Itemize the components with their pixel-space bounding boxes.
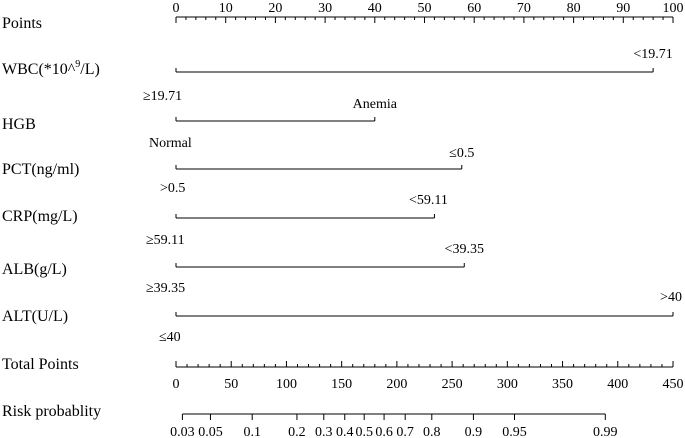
points-tick-label: 80 [566, 1, 581, 16]
variable-level-label: ≥59.11 [146, 233, 185, 248]
variable-level-label: >40 [660, 290, 682, 305]
total-points-tick-label: 400 [607, 377, 629, 392]
risk-tick-label: 0.7 [396, 425, 414, 438]
total-points-tick-label: 300 [496, 377, 518, 392]
variable-row [2, 146, 474, 196]
variable-level-label: Anemia [352, 97, 397, 112]
points-tick-label: 50 [417, 1, 432, 16]
risk-tick-label: 0.6 [375, 425, 393, 438]
points-tick-label: 70 [516, 1, 531, 16]
points-tick-label: 60 [467, 1, 482, 16]
variable-name: ALT(U/L) [2, 308, 69, 325]
risk-tick-label: 0.3 [315, 425, 333, 438]
points-axis-label: Points [2, 15, 43, 32]
points-tick-label: 100 [662, 1, 684, 16]
risk-tick-label: 0.05 [198, 425, 223, 438]
risk-tick-label: 0.95 [502, 425, 527, 438]
variable-level-label: ≥39.35 [146, 281, 186, 296]
variable-row [2, 97, 398, 151]
total-points-tick-label: 200 [386, 377, 408, 392]
points-tick-label: 0 [172, 1, 180, 16]
risk-tick-label: 0.99 [593, 425, 618, 438]
risk-tick-label: 0.5 [355, 425, 373, 438]
variable-name: CRP(mg/L) [2, 208, 78, 225]
points-tick-label: 20 [268, 1, 283, 16]
variable-name: ALB(g/L) [2, 261, 67, 278]
variable-level-label: >0.5 [160, 181, 186, 196]
total-points-axis [2, 356, 684, 392]
risk-tick-label: 0.4 [336, 425, 354, 438]
points-tick-label: 90 [616, 1, 631, 16]
total-points-tick-label: 250 [441, 377, 463, 392]
variable-level-label: <39.35 [444, 242, 484, 257]
variable-row [2, 242, 484, 296]
risk-tick-label: 0.8 [423, 425, 441, 438]
total-points-tick-label: 50 [224, 377, 239, 392]
points-axis [2, 1, 684, 32]
variables [2, 47, 682, 345]
total-points-tick-label: 0 [172, 377, 180, 392]
variable-row [2, 193, 448, 248]
risk-tick-label: 0.9 [464, 425, 483, 438]
variable-level-label: ≥19.71 [143, 89, 183, 104]
variable-level-label: ≤0.5 [449, 146, 475, 161]
total-points-tick-label: 450 [662, 377, 684, 392]
total-points-tick-label: 100 [275, 377, 297, 392]
variable-level-label: ≤40 [159, 330, 181, 345]
variable-level-label: Normal [149, 136, 192, 151]
risk-axis-label: Risk probablity [2, 403, 102, 420]
risk-axis [2, 403, 618, 438]
total-points-tick-label: 150 [331, 377, 353, 392]
risk-tick-label: 0.1 [243, 425, 261, 438]
points-tick-label: 40 [367, 1, 382, 16]
variable-name: WBC(*10^$^9$/L) [2, 59, 100, 78]
risk-tick-label: 0.2 [288, 425, 306, 438]
points-tick-label: 10 [218, 1, 233, 16]
risk-tick-label: 0.03 [170, 425, 195, 438]
variable-name: PCT(ng/ml) [2, 161, 80, 178]
variable-row [2, 47, 673, 104]
variable-level-label: <59.11 [408, 193, 448, 208]
total-points-tick-label: 350 [552, 377, 574, 392]
variable-row [2, 290, 682, 345]
variable-name: HGB [2, 116, 36, 133]
total-points-axis-label: Total Points [2, 356, 79, 373]
variable-level-label: <19.71 [633, 47, 673, 62]
points-tick-label: 30 [318, 1, 333, 16]
